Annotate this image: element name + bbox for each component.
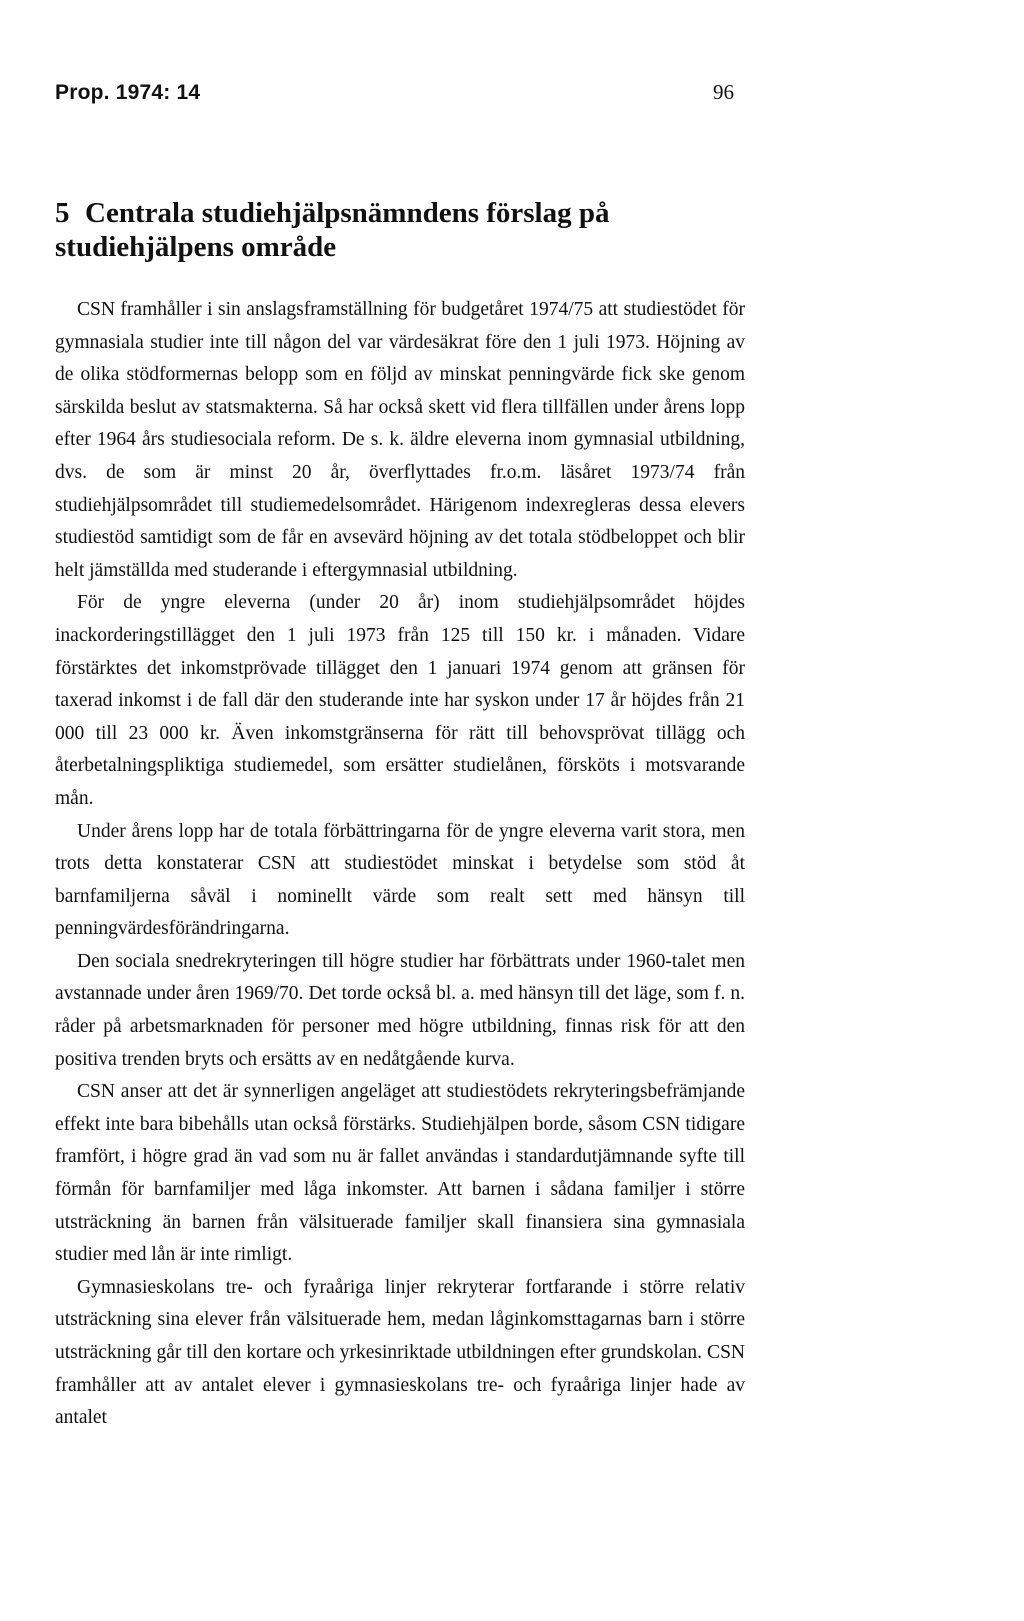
paragraph: Den sociala snedrekryteringen till högre studier har förbättrats under 1960-talet men avstannade under åren 1969/70. Det torde också bl. a. med hänsyn till det läge, som f. n. råder på arbetsmarknaden för personer med högre utbildning, finnas risk för att den positiva trenden bryts och ersätts av en nedåtgående kurva. — [55, 950, 745, 1070]
paragraph: Gymnasieskolans tre- och fyraåriga linjer rekryterar fortfarande i större relativ utsträckning sina elever från välsituerade hem, medan låginkomsttagarnas barn i större utsträckning går till den kortare och yrkesinriktade utbildningen efter grundskolan. CSN framhåller att av antalet elever i gymnasieskolans tre- och fyraåriga linjer hade av antalet — [55, 1276, 745, 1429]
page-number: 96 — [713, 80, 734, 104]
paragraph: Under årens lopp har de totala förbättringarna för de yngre eleverna varit stora, men trots detta konstaterar CSN att studiestödet minskat i betydelse som stöd åt barnfamiljerna såväl i nominellt värde som realt sett med hänsyn till penningvärdesförändringarna. — [55, 820, 745, 940]
chapter-title: Centrala studiehjälpsnämndens förslag på studiehjälpens område — [55, 197, 610, 263]
running-head: Prop. 1974: 14 — [55, 81, 201, 104]
paragraph: För de yngre eleverna (under 20 år) inom studiehjälpsområdet höjdes inackorderingstillägget den 1 juli 1973 från 125 till 150 kr. i månaden. Vidare förstärktes det inkomstprövade tillägget den 1 januari 1974 genom att gränsen för taxerad inkomst i de fall där den studerande inte har syskon under 17 år höjdes från 21 000 till 23 000 kr. Även inkomstgränserna för rätt till behovsprövat tillägg och återbetalningspliktiga studiemedel, som ersätter studielånen, försköts i motsvarande mån. — [55, 592, 745, 809]
paragraph: CSN anser att det är synnerligen angeläget att studiestödets rekryteringsbefrämjande effekt inte bara bibehålls utan också förstärks. Studiehjälpen borde, såsom CSN tidigare framfört, i högre grad än vad som nu är fallet användas i standardutjämnande syfte till förmån för barnfamiljer med låga inkomster. Att barnen i sådana familjer i större utsträckning än barnen från välsituerade familjer skall finansiera sina gymnasiala studier med lån är inte rimligt. — [55, 1081, 745, 1266]
paragraph: CSN framhåller i sin anslagsframställning för budgetåret 1974/75 att studiestödet för gymnasiala studier inte till någon del var värdesäkrat före den 1 juli 1973. Höjning av de olika stödformernas belopp som en följd av minskat penningvärde fick ske genom särskilda beslut av statsmakterna. Så har också skett vid flera tillfällen under årens lopp efter 1964 års studiesociala reform. De s. k. äldre eleverna inom gymnasial utbildning, dvs. de som är minst 20 år, överflyttades fr.o.m. läsåret 1973/74 från studiehjälpsområdet till studiemedelsområdet. Härigenom indexregleras dessa elevers studiestöd samtidigt som de får en avsevärd höjning av det totala stödbeloppet och blir helt jämställda med studerande i eftergymnasial utbildning. — [55, 299, 745, 581]
chapter-number: 5 — [55, 197, 70, 229]
body-text — [55, 294, 745, 1435]
chapter-heading — [55, 196, 745, 264]
page-header — [55, 80, 734, 110]
